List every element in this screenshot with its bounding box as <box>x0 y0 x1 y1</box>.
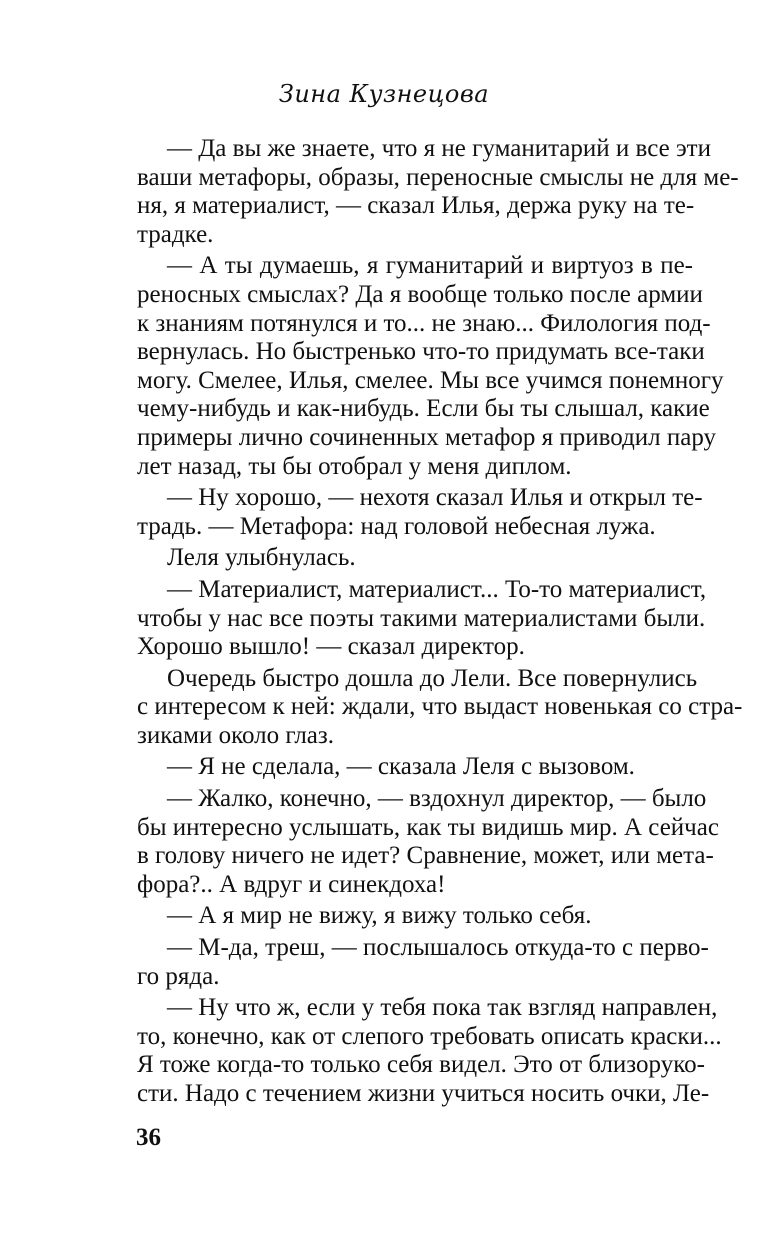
text-line: — Ну хорошо, — нехотя сказал Илья и открыл те- <box>167 484 703 512</box>
text-line: традь. — Метафора: над головой небесная лужа. <box>137 512 656 540</box>
text-line: фора?.. А вдруг и синекдоха! <box>137 870 446 898</box>
text-line: традке. <box>137 220 214 248</box>
paragraph <box>137 544 693 573</box>
text-line: го ряда. <box>137 962 220 990</box>
paragraph <box>137 785 719 899</box>
paragraph <box>137 994 722 1108</box>
text-line: зиками около глаз. <box>137 721 335 749</box>
text-line: Хорошо вышло! — сказал директор. <box>137 633 525 661</box>
text-line: ваши метафоры, образы, переносные смыслы не для ме- <box>137 163 739 191</box>
paragraph <box>137 664 743 751</box>
paragraph <box>137 135 739 249</box>
text-line: — А ты думаешь, я гуманитарий и виртуоз в пе- <box>167 252 693 280</box>
text-line: чтобы у нас все поэты такими материалистами были. <box>137 604 706 632</box>
text-line: вернулась. Но быстренько что-то придумать все-таки <box>137 338 705 366</box>
paragraph <box>137 575 707 662</box>
text-line: лет назад, ты бы отобрал у меня диплом. <box>137 452 572 480</box>
text-line: к знаниям потянулся и то... не знаю... Филология под- <box>137 309 711 337</box>
text-line: — Ну что ж, если у тебя пока так взгляд направлен, <box>167 994 718 1022</box>
text-line: ня, я материалист, — сказал Илья, держа руку на те- <box>137 192 695 220</box>
text-line: — Материалист, материалист... То-то материалист, <box>167 575 707 603</box>
paragraph <box>137 484 703 541</box>
body-text <box>137 135 743 1109</box>
paragraph <box>137 252 724 481</box>
text-line: примеры лично сочиненных метафор я приводил пару <box>137 423 717 451</box>
text-line: то, конечно, как от слепого требовать описать краски... <box>137 1022 722 1050</box>
paragraph <box>137 753 693 782</box>
text-line: Очередь быстро дошла до Лели. Все повернулись <box>167 664 698 692</box>
paragraph <box>137 934 709 991</box>
text-line: чему-нибудь и как-нибудь. Если бы ты слышал, какие <box>137 395 710 423</box>
text-line: в голову ничего не идет? Сравнение, может, или мета- <box>137 842 714 870</box>
text-line: бы интересно услышать, как ты видишь мир. А сейчас <box>137 813 719 841</box>
text-line: с интересом к ней: ждали, что выдаст новенькая со стра- <box>137 693 743 721</box>
page-number: 36 <box>136 1124 161 1151</box>
text-line: могу. Смелее, Илья, смелее. Мы все учимся понемногу <box>137 366 724 394</box>
text-line: — М-да, треш, — послышалось откуда-то с перво- <box>167 934 709 962</box>
text-line: — Я не сделала, — сказала Леля с вызовом. <box>167 753 635 781</box>
text-line: — Да вы же знаете, что я не гуманитарий и все эти <box>167 135 711 162</box>
paragraph <box>137 902 693 931</box>
text-line: — А я мир не вижу, я вижу только себя. <box>167 902 592 930</box>
text-line: — Жалко, конечно, — вздохнул директор, — было <box>167 785 707 813</box>
text-line: Я тоже когда-то только себя видел. Это от близоруко- <box>137 1051 705 1079</box>
running-head: Зина Кузнецова <box>278 80 490 108</box>
text-line: сти. Надо с течением жизни учиться носить очки, Ле- <box>137 1080 710 1107</box>
text-line: Леля улыбнулась. <box>167 544 356 572</box>
text-line: реносных смыслах? Да я вообще только после армии <box>137 280 703 308</box>
